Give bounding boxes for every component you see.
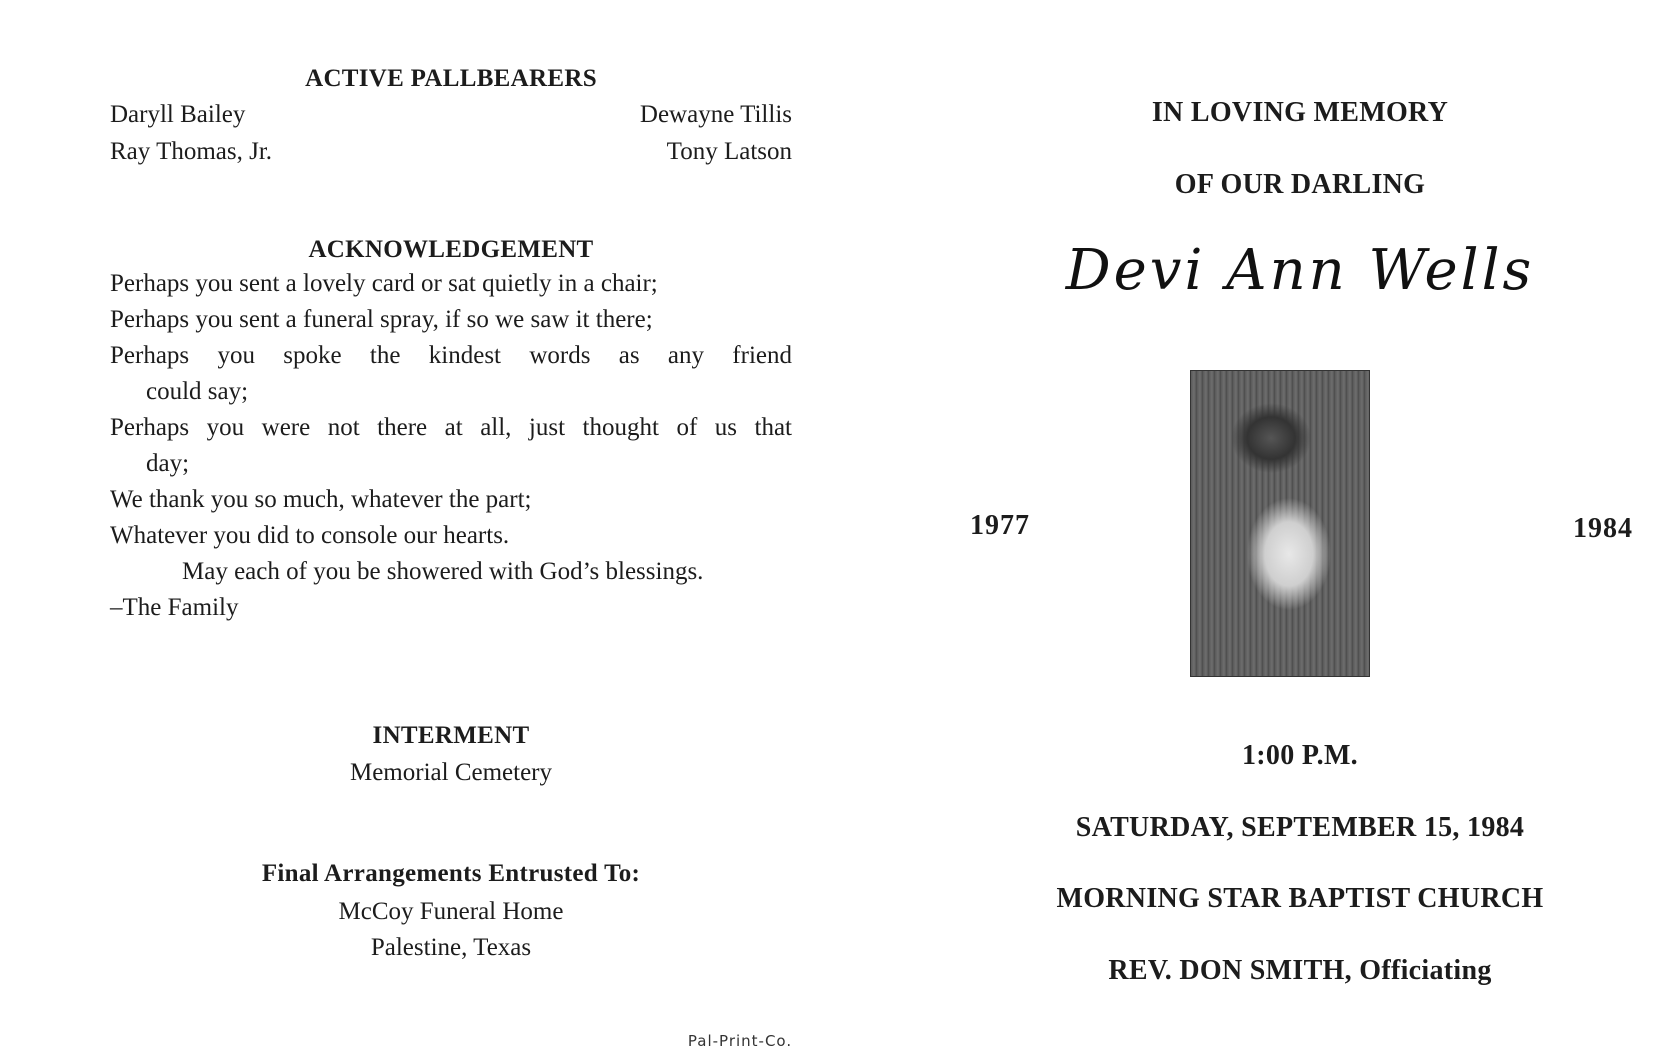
acknowledgement-poem <box>110 266 792 626</box>
left-panel <box>110 60 792 980</box>
poem-line: We thank you so much, whatever the part; <box>110 486 532 513</box>
memory-line-1: IN LOVING MEMORY <box>1151 97 1449 128</box>
deceased-name: Devi Ann Wells <box>1065 238 1535 303</box>
death-year: 1984 <box>1573 513 1633 544</box>
printer-credit: Pal-Print-Co. <box>687 1032 793 1050</box>
pallbearers-list <box>110 96 792 170</box>
service-date: SATURDAY, SEPTEMBER 15, 1984 <box>1075 812 1525 843</box>
interment-place: Memorial Cemetery <box>349 759 552 786</box>
pallbearer-name: Tony Latson <box>666 138 792 165</box>
poem-line: Perhaps you spoke the kindest words as any friend <box>110 342 792 369</box>
pallbearers-heading: ACTIVE PALLBEARERS <box>305 65 597 92</box>
poem-line: could say; <box>146 378 249 405</box>
poem-line: day; <box>146 450 190 477</box>
portrait-photo <box>1190 370 1370 677</box>
right-panel <box>955 60 1645 1020</box>
poem-line: Perhaps you sent a funeral spray, if so we saw it there; <box>110 306 653 333</box>
poem-line: Perhaps you sent a lovely card or sat quietly in a chair; <box>110 270 658 297</box>
service-time: 1:00 P.M. <box>1242 740 1358 771</box>
funeral-home-name: McCoy Funeral Home <box>338 898 564 925</box>
pallbearers-row <box>110 133 792 170</box>
pallbearer-name: Ray Thomas, Jr. <box>110 138 273 165</box>
memory-line-2: OF OUR DARLING <box>1174 169 1426 200</box>
acknowledgement-heading: ACKNOWLEDGEMENT <box>308 236 594 263</box>
poem-line: May each of you be showered with God’s blessings. <box>182 558 704 585</box>
poem-line: Whatever you did to console our hearts. <box>110 522 510 549</box>
pallbearers-row <box>110 96 792 133</box>
officiant: REV. DON SMITH, Officiating <box>1108 955 1492 986</box>
interment-heading: INTERMENT <box>372 722 530 749</box>
church-name: MORNING STAR BAPTIST CHURCH <box>1056 883 1544 914</box>
poem-line: Perhaps you were not there at all, just thought of us that <box>110 414 792 441</box>
funeral-home-city: Palestine, Texas <box>370 934 532 961</box>
pallbearer-name: Dewayne Tillis <box>639 101 792 128</box>
poem-signature: –The Family <box>110 594 239 621</box>
arrangements-heading: Final Arrangements Entrusted To: <box>261 860 641 887</box>
birth-year: 1977 <box>970 510 1030 541</box>
pallbearer-name: Daryll Bailey <box>110 101 246 128</box>
